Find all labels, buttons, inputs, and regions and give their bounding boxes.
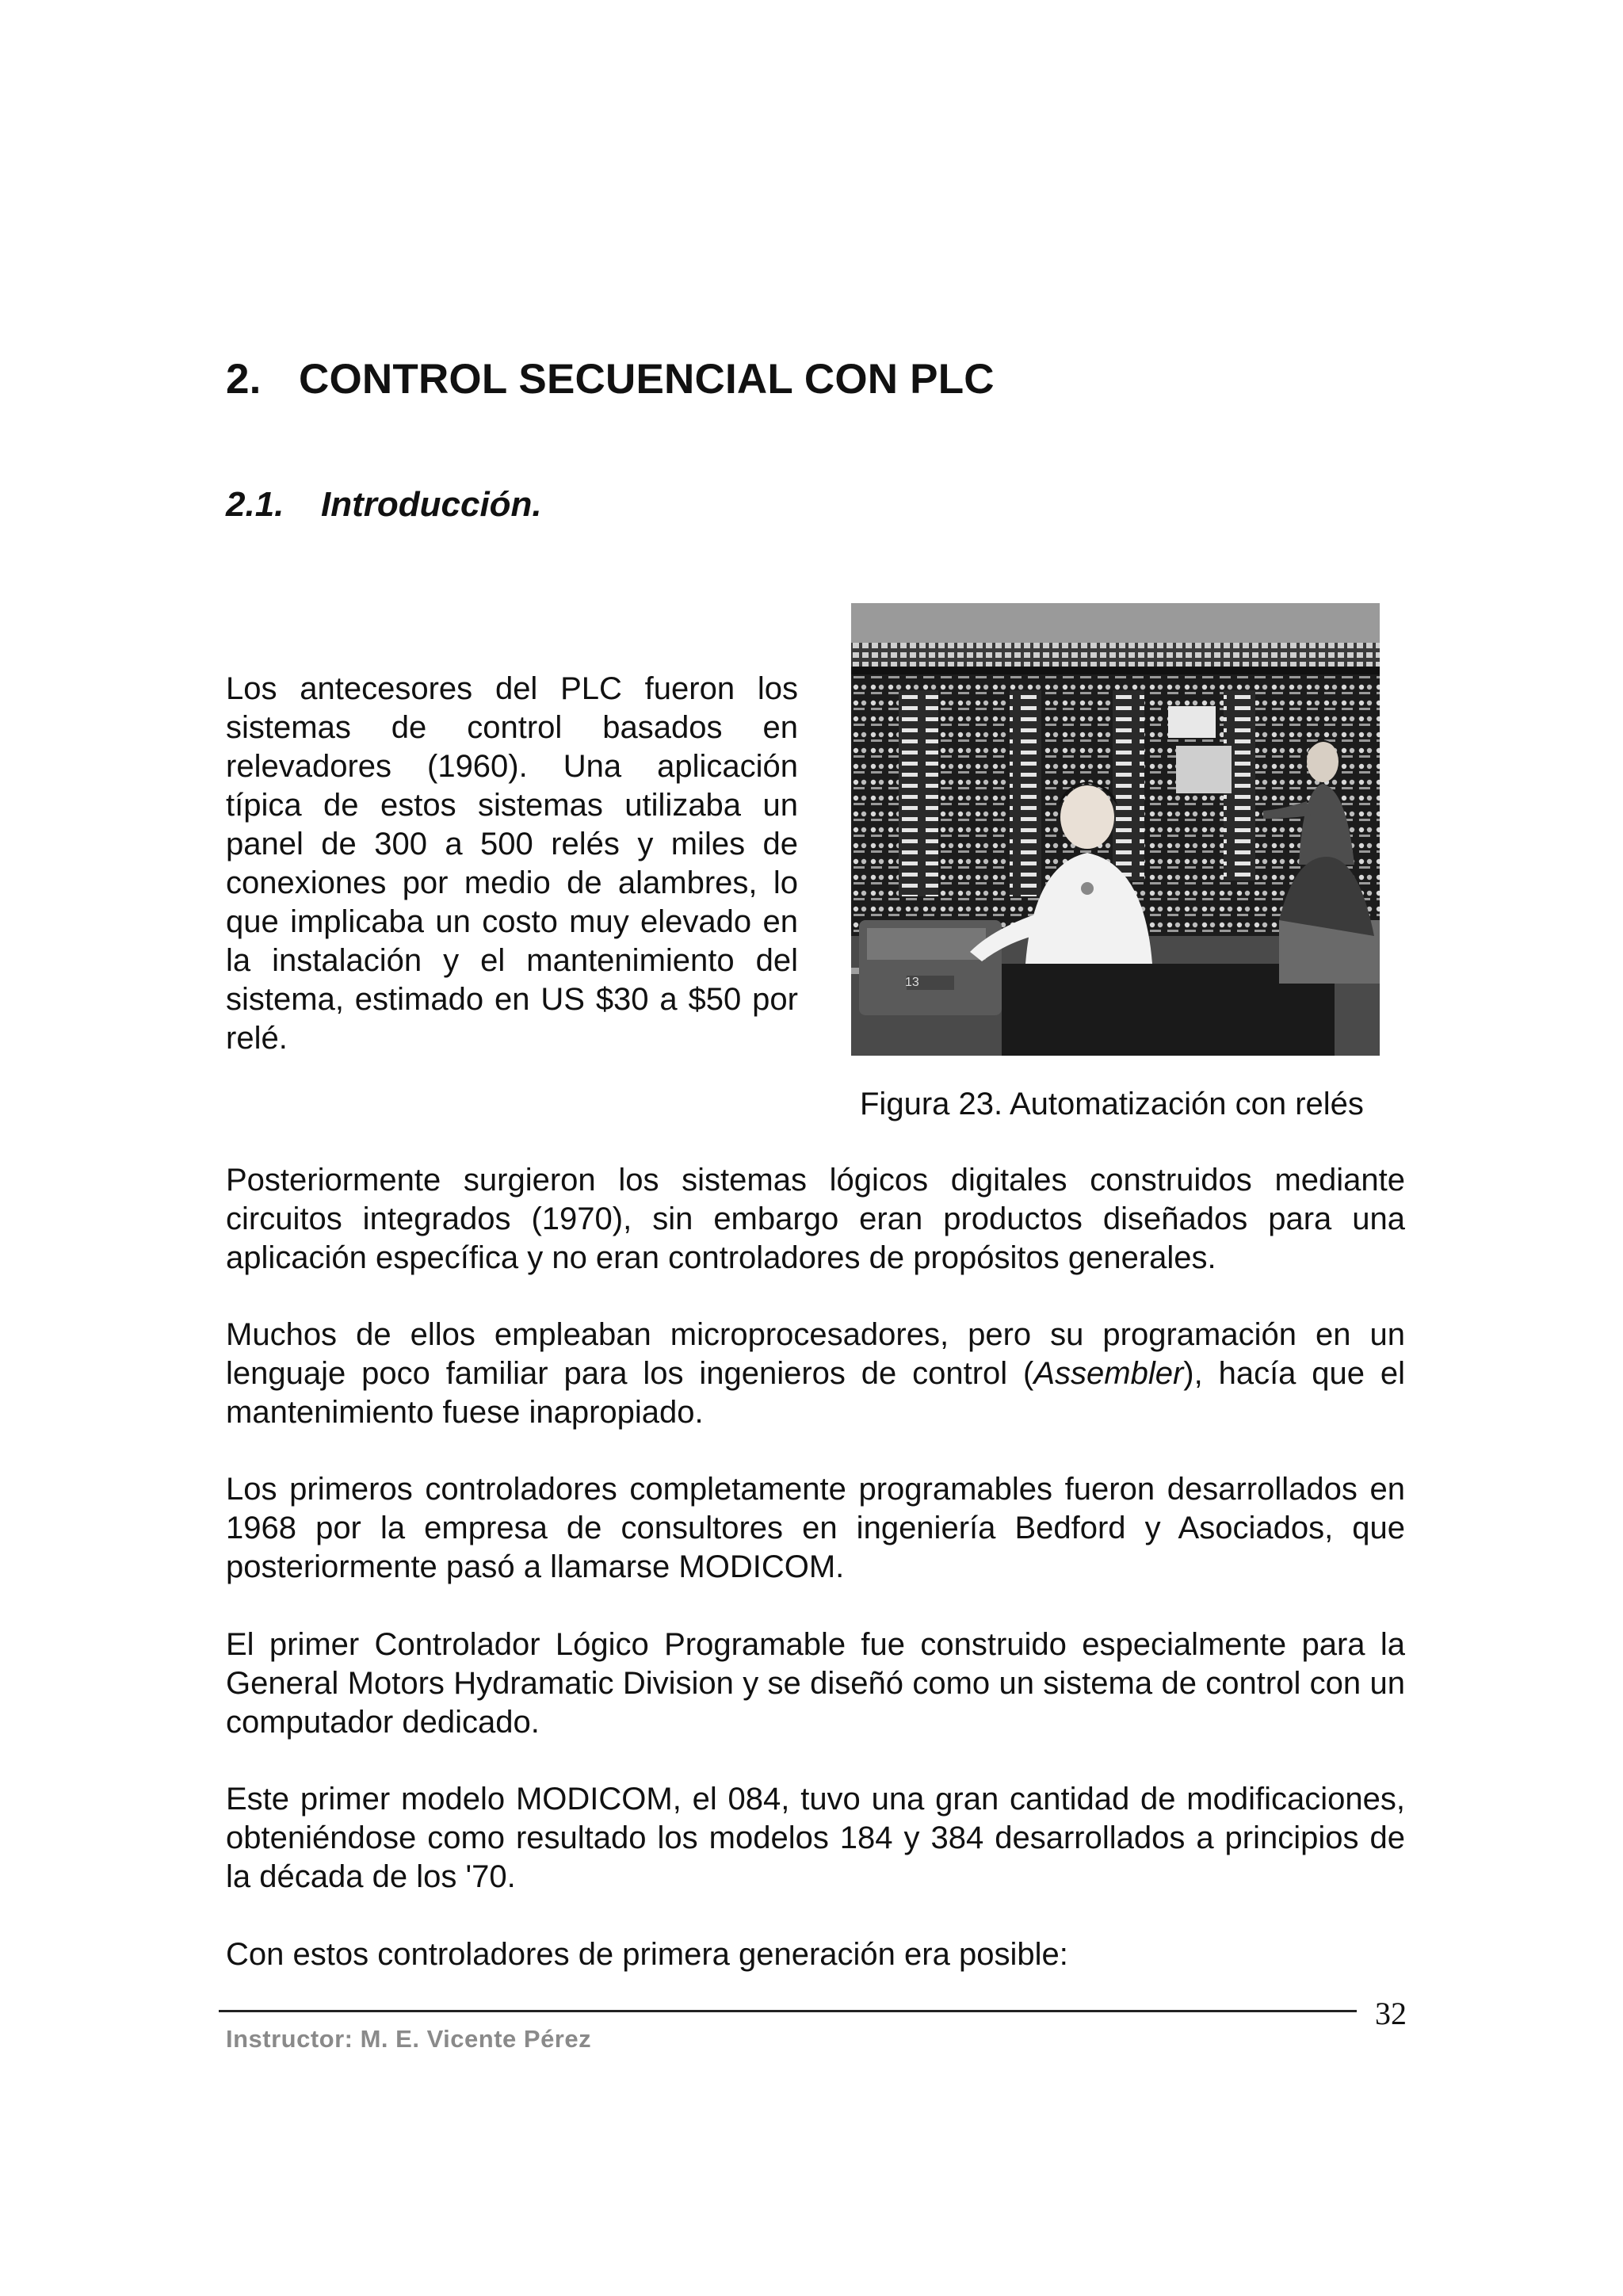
paragraph-microprocessors [226, 1316, 1405, 1432]
paragraph-text: Muchos de ellos empleaban microprocesadores, pero su programación en un lenguaje poco familiar para los ingenieros de control ( [226, 1317, 1405, 1391]
section-title: Introducción. [321, 485, 542, 524]
paragraph-text: ), hacía que el mantenimiento fuese inapropiado. [226, 1356, 1406, 1430]
figure-caption: Figura 23. Automatización con relés [860, 1087, 1364, 1121]
chapter-title: CONTROL SECUENCIAL CON PLC [299, 356, 995, 403]
paragraph-first-controllers: Los primeros controladores completamente programables fueron desarrollados en 1968 por la empresa de consultores en ingeniería Bedford y Asociados, que posteriormente pasó a llamarse MODICOM. [226, 1472, 1405, 1584]
panel-number-label: 13 [905, 976, 919, 989]
footer-instructor: Instructor: M. E. Vicente Pérez [226, 2025, 592, 2053]
section-number: 2.1. [226, 485, 285, 524]
chapter-number: 2. [226, 356, 262, 403]
intro-paragraph: Los antecesores del PLC fueron los sistemas de control basados en relevadores (1960). Una aplicación típica de estos sistemas utilizaba un panel de 300 a 500 relés y miles de conexiones por medio de alambres, lo que implicaba un costo muy elevado en la instalación y el mantenimiento del sistema, estimado en US $30 a $50 por relé. [226, 671, 798, 1056]
section-heading [226, 485, 542, 525]
paragraph-first-plc: El primer Controlador Lógico Programable fue construido especialmente para la General Motors Hydramatic Division y se diseñó como un sistema de control con un computador dedicado. [226, 1627, 1405, 1740]
relay-automation-photo [851, 603, 1380, 1056]
paragraph-first-generation: Con estos controladores de primera generación era posible: [226, 1937, 1068, 1972]
chapter-heading [226, 355, 995, 403]
paragraph-modicom-084: Este primer modelo MODICOM, el 084, tuvo una gran cantidad de modificaciones, obteniéndose como resultado los modelos 184 y 384 desarrollados a principios de la década de los '70. [226, 1782, 1405, 1894]
paragraph-digital-systems: Posteriormente surgieron los sistemas lógicos digitales construidos mediante circuitos integrados (1970), sin embargo eran productos diseñados para una aplicación específica y no eran controladores de propósitos generales. [226, 1163, 1405, 1275]
assembler-term: Assembler [1033, 1356, 1184, 1391]
footer-divider [219, 2010, 1357, 2012]
page-number: 32 [1375, 1996, 1407, 2031]
